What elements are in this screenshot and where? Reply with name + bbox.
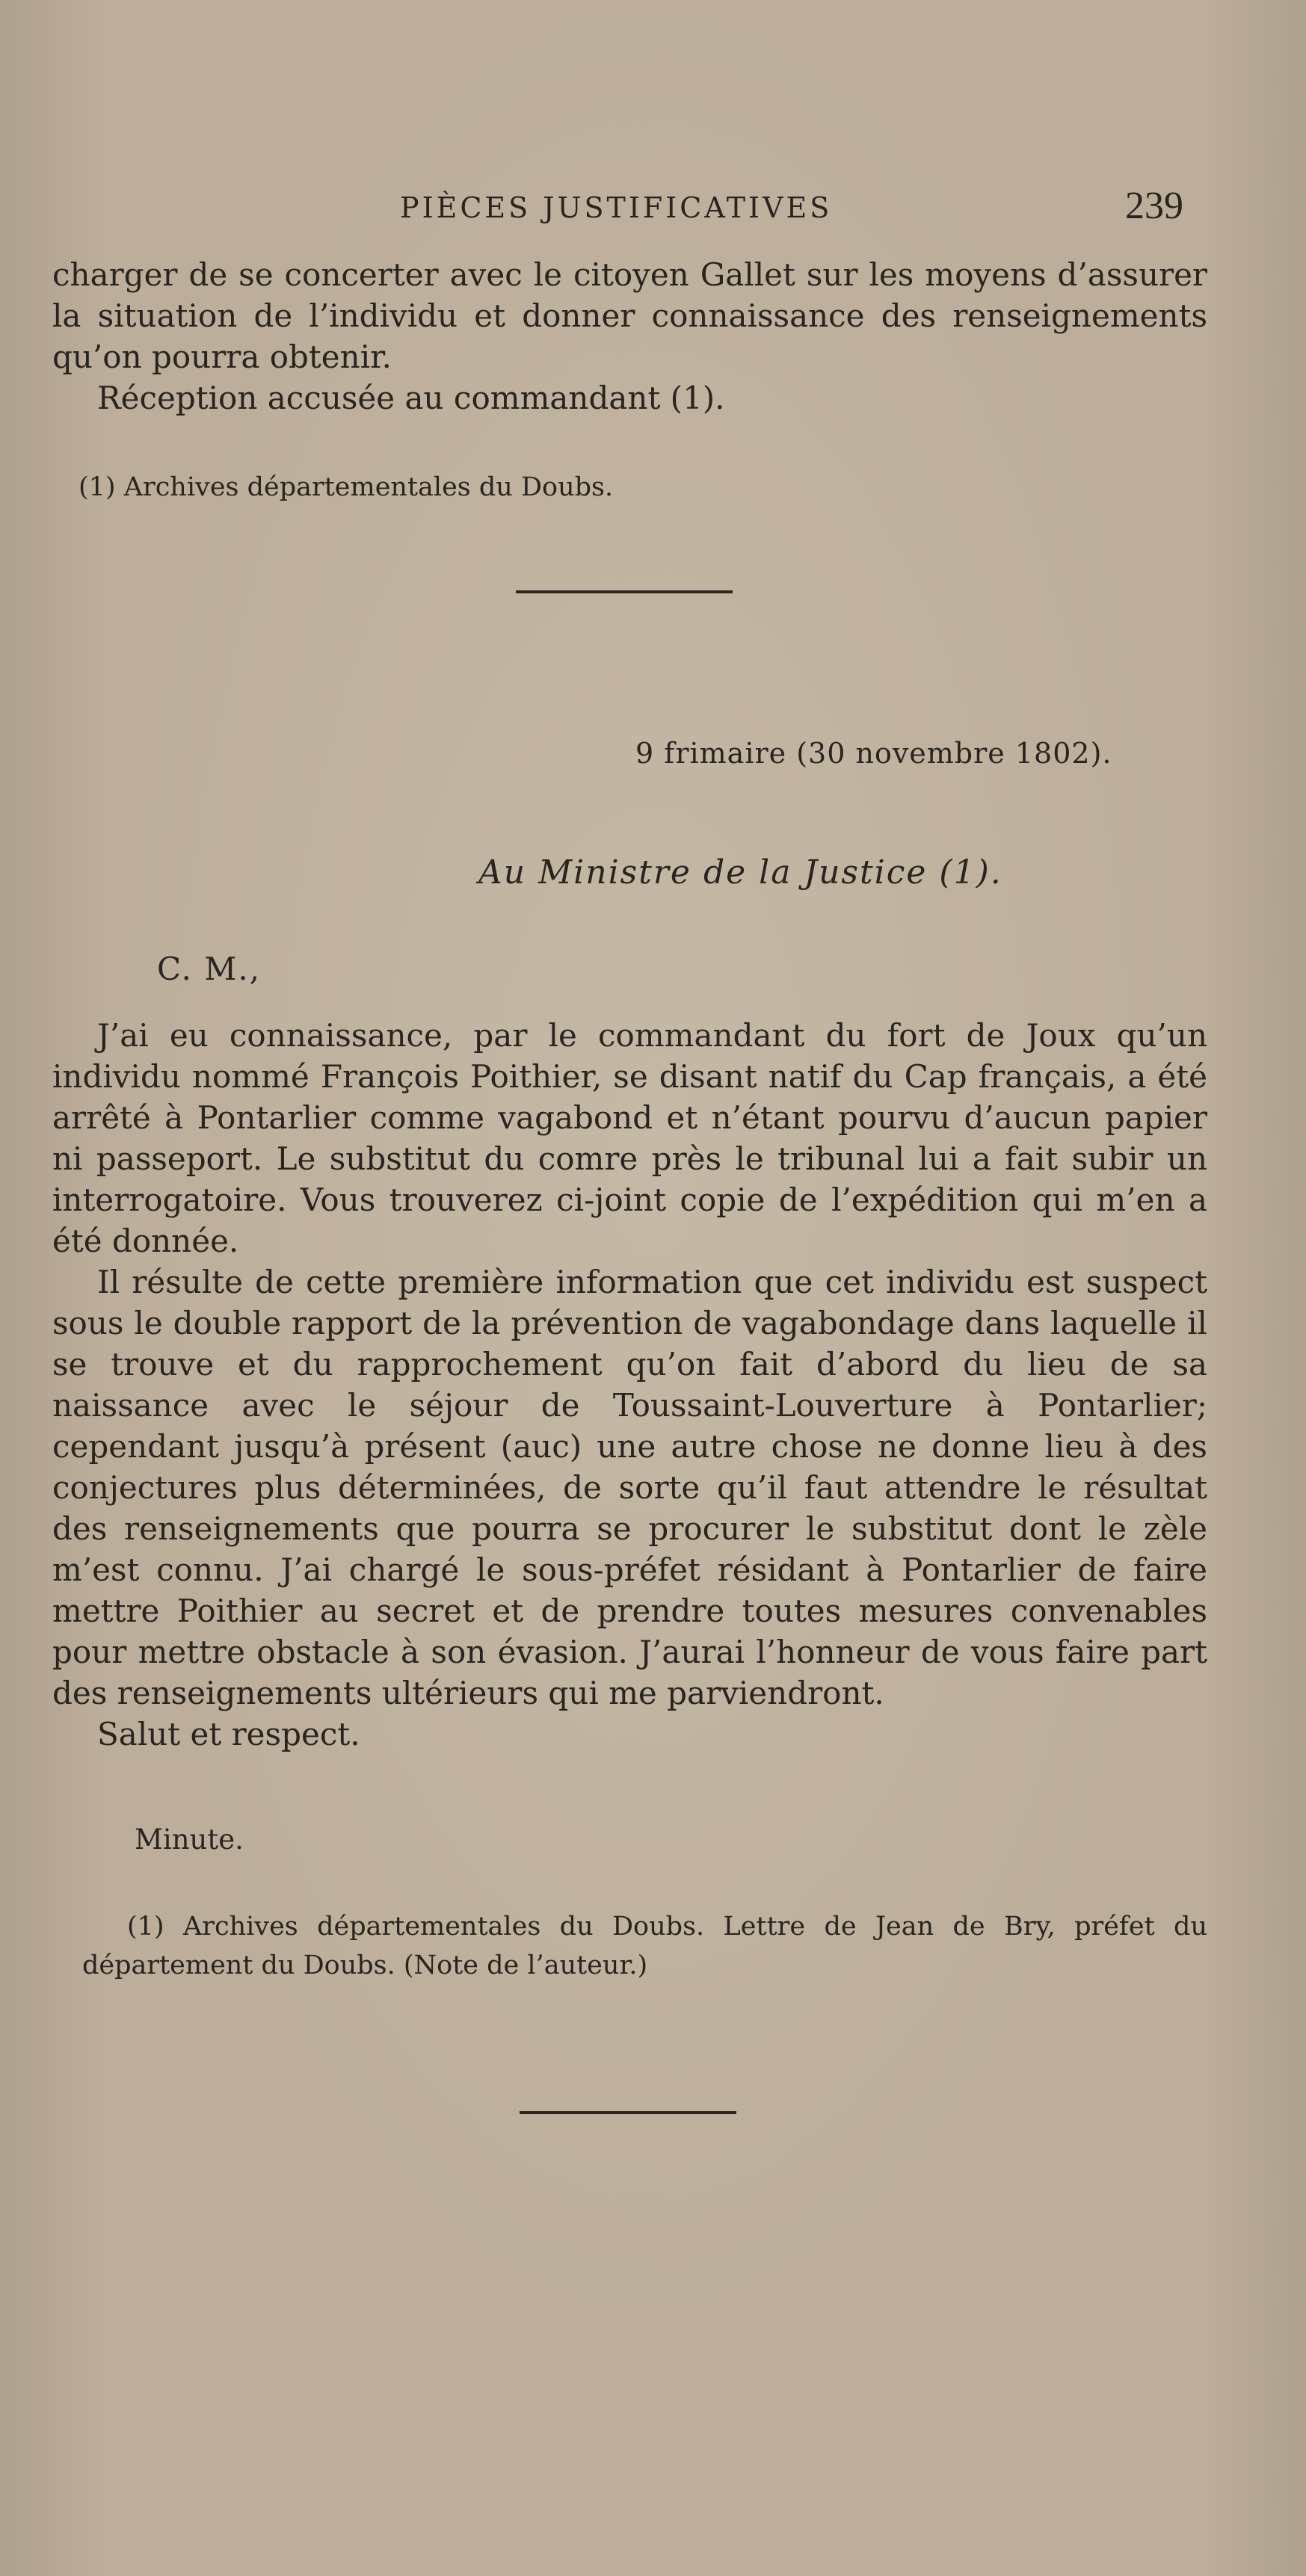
continued-text-block — [52, 254, 1207, 418]
letter-closing: Salut et respect. — [97, 1716, 360, 1752]
page-number: 239 — [1125, 185, 1183, 227]
footnote-1 — [78, 468, 1207, 507]
footnote-2 — [82, 1907, 1207, 1985]
minute-label: Minute. — [135, 1823, 244, 1856]
running-head-title: PIÈCES JUSTIFICATIVES — [400, 191, 833, 224]
footnote-1-text: (1) Archives départementales du Doubs. — [78, 472, 614, 502]
letter-paragraph: Il résulte de cette première information que cet individu est suspect sous le double rapport de la prévention de vagabondage dans laquelle il se trouve et du rapprochement qu’on fait d’abord du lieu de sa naissance avec le séjour de Toussaint-Louverture à Pontarlier; cependant jusqu’à présent (auc) une autre chose ne donne lieu à des conjectures plus déterminées, de sorte qu’il faut attendre le résultat des renseignements que pourra se procurer le substitut dont le zèle m’est connu. J’ai chargé le sous-préfet résidant à Pontarlier de faire mettre Poithier au secret et de prendre toutes mesures convenables pour mettre obstacle à son évasion. J’aurai l’honneur de vous faire part des renseignements ultérieurs qui me parviendront. — [52, 1264, 1207, 1711]
letter-salutation: C. M., — [157, 951, 262, 987]
section-divider — [516, 590, 733, 593]
footnote-2-text: (1) Archives départementales du Doubs. Lettre de Jean de Bry, préfet du département du Doubs. (Note de l’auteur.) — [82, 1912, 1207, 1980]
end-divider — [520, 2111, 736, 2114]
letter-address: Au Ministre de la Justice (1). — [478, 853, 1002, 892]
continued-paragraph: charger de se concerter avec le citoyen Gallet sur les moyens d’assurer la situation de l’individu et donner connaissance des renseignements qu’on pourra obtenir. — [52, 256, 1207, 375]
letter-body — [52, 1015, 1207, 1755]
reception-line: Réception accusée au commandant (1). — [97, 380, 725, 416]
letter-date: 9 frimaire (30 novembre 1802). — [635, 737, 1112, 770]
letter-paragraph: J’ai eu connaissance, par le commandant du fort de Joux qu’un individu nommé François Poithier, se disant natif du Cap français, a été arrêté à Pontarlier comme vagabond et n’étant pourvu d’aucun papier ni passeport. Le substitut du comre près le tribunal lui a fait subir un interrogatoire. Vous trouverez ci-joint copie de l’expédition qui m’en a été donnée. — [52, 1017, 1207, 1259]
running-head — [0, 185, 1306, 233]
